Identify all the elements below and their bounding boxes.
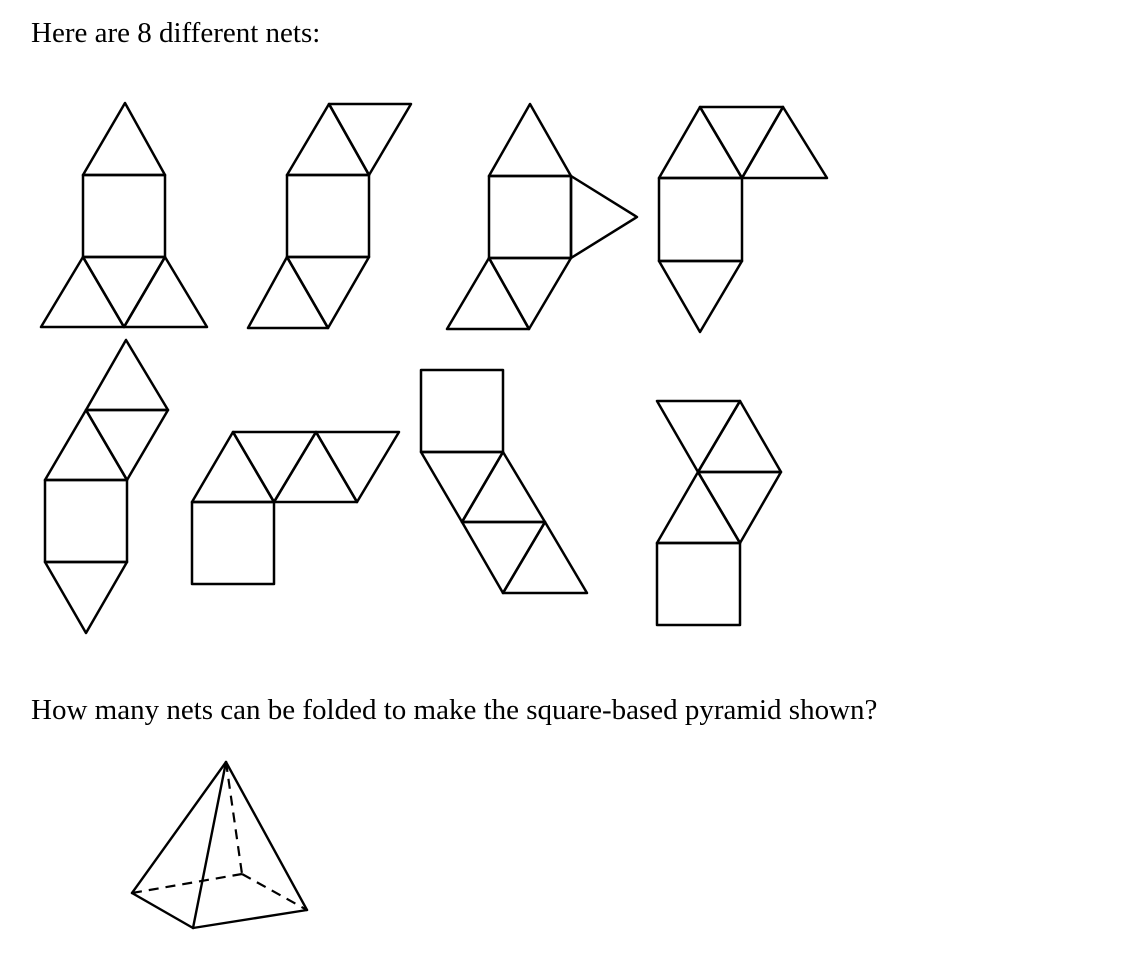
net-8-triangle-2 bbox=[698, 401, 781, 472]
net-8-triangle-1 bbox=[657, 401, 740, 472]
net-7-triangle-4 bbox=[503, 522, 587, 593]
net-1-square bbox=[83, 175, 165, 257]
net-7-square bbox=[421, 370, 503, 452]
net-5-middle-triangle bbox=[86, 410, 168, 480]
net-2-bottom-right-triangle bbox=[287, 257, 369, 328]
net-7-triangle-3 bbox=[462, 522, 545, 593]
net-6 bbox=[192, 432, 399, 584]
net-2-top-left-triangle bbox=[287, 104, 369, 175]
pyramid-hidden-base-back-left bbox=[132, 874, 242, 893]
net-8-triangle-4 bbox=[657, 472, 740, 543]
net-4 bbox=[659, 107, 827, 332]
pyramid-edge-apex-right bbox=[226, 762, 307, 910]
net-3-right-triangle bbox=[571, 176, 637, 258]
net-4-left-triangle bbox=[659, 107, 742, 178]
net-6-triangle-4 bbox=[316, 432, 399, 502]
net-5-square bbox=[45, 480, 127, 562]
net-1 bbox=[41, 103, 207, 327]
net-5 bbox=[45, 340, 168, 633]
net-6-triangle-1 bbox=[192, 432, 274, 502]
pyramid-base-front-left bbox=[132, 893, 193, 928]
net-2 bbox=[248, 104, 411, 328]
net-6-square bbox=[192, 502, 274, 584]
net-5-top-triangle bbox=[86, 340, 168, 410]
square-based-pyramid bbox=[132, 762, 307, 928]
net-1-bottom-left-triangle bbox=[41, 257, 124, 327]
question-text: How many nets can be folded to make the square-based pyramid shown? bbox=[31, 694, 878, 726]
net-5-bottom-triangle bbox=[45, 562, 127, 633]
net-3-bottom-right-triangle bbox=[489, 258, 571, 329]
net-3-square bbox=[489, 176, 571, 258]
net-2-square bbox=[287, 175, 369, 257]
net-2-bottom-left-triangle bbox=[248, 257, 328, 328]
net-6-triangle-2 bbox=[233, 432, 316, 502]
net-1-bottom-center-triangle bbox=[83, 257, 165, 327]
net-7-triangle-1 bbox=[421, 452, 503, 522]
net-1-bottom-right-triangle bbox=[124, 257, 207, 327]
net-8-square bbox=[657, 543, 740, 625]
net-4-middle-triangle bbox=[700, 107, 783, 178]
net-5-lower-triangle bbox=[45, 410, 127, 480]
net-4-square bbox=[659, 178, 742, 261]
net-8-triangle-3 bbox=[698, 472, 781, 543]
net-1-top-triangle bbox=[83, 103, 165, 175]
pyramid-base-front-right bbox=[193, 910, 307, 928]
net-3-bottom-left-triangle bbox=[447, 258, 529, 329]
net-3-top-triangle bbox=[489, 104, 571, 176]
net-3 bbox=[447, 104, 637, 329]
net-7 bbox=[421, 370, 587, 593]
net-7-triangle-2 bbox=[462, 452, 545, 522]
net-2-top-right-triangle bbox=[329, 104, 411, 175]
net-4-right-triangle bbox=[742, 107, 827, 178]
net-8 bbox=[657, 401, 781, 625]
net-6-triangle-3 bbox=[274, 432, 357, 502]
net-4-bottom-triangle bbox=[659, 261, 742, 332]
intro-text: Here are 8 different nets: bbox=[31, 17, 321, 49]
